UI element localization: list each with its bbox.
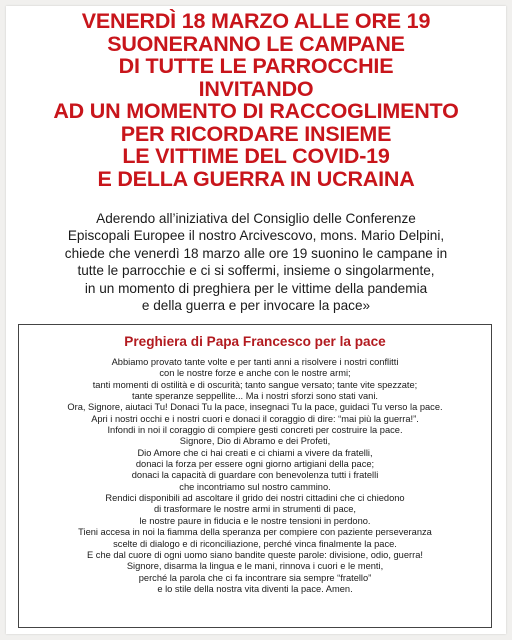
prayer-line: di trasformare le nostre armi in strumenti di pace,	[153, 504, 357, 515]
headline	[6, 10, 506, 190]
prayer-line: Signore, Dio di Abramo e dei Profeti,	[179, 436, 331, 447]
prayer-line: e lo stile della nostra vita diventi la pace. Amen.	[157, 583, 353, 594]
intro-line: e della guerra e per invocare la pace»	[141, 298, 371, 314]
prayer-line: donaci la capacità di guardare con benevolenza tutti i fratelli	[131, 470, 379, 481]
intro-line: in un momento di preghiera per le vittime della pandemia	[84, 280, 428, 296]
prayer-box	[18, 324, 492, 628]
prayer-line: che incontriamo sul nostro cammino.	[179, 481, 331, 492]
headline-line: PER RICORDARE INSIEME	[120, 121, 392, 146]
prayer-line: Infondi in noi il coraggio di compiere gesti concreti per costruire la pace.	[107, 425, 403, 436]
prayer-line: perché la parola che ci fa incontrare sia sempre “fratello”	[138, 572, 372, 583]
intro-paragraph	[6, 210, 506, 314]
prayer-line: tanti momenti di ostilità e di oscurità; tanto sangue versato; tante vite spezzate;	[92, 379, 418, 390]
prayer-body	[19, 357, 491, 595]
headline-line: DI TUTTE LE PARROCCHIE	[118, 54, 394, 78]
prayer-line: le nostre paure in fiducia e le nostre tensioni in perdono.	[139, 515, 371, 526]
headline-line: SUONERANNO LE CAMPANE	[107, 31, 405, 56]
prayer-line: donaci la forza per essere ogni giorno artigiani della pace;	[135, 459, 375, 470]
prayer-line: Apri i nostri occhi e i nostri cuori e donaci il coraggio di dire: “mai più la guerra!”.	[91, 413, 419, 424]
prayer-line: tante speranze seppellite... Ma i nostri sforzi sono stati vani.	[132, 391, 378, 402]
prayer-line: Abbiamo provato tante volte e per tanti anni a risolvere i nostri conflitti	[111, 357, 399, 367]
poster	[6, 6, 506, 634]
prayer-line: Rendici disponibili ad ascoltare il grido dei nostri cittadini che ci chiedono	[105, 493, 405, 504]
prayer-line: Tieni accesa in noi la fiamma della speranza per compiere con paziente perseveranza	[78, 527, 432, 538]
intro-line: Aderendo all’iniziativa del Consiglio delle Conferenze	[96, 211, 416, 226]
prayer-line: con le nostre forze e anche con le nostre armi;	[159, 368, 351, 379]
prayer-title: Preghiera di Papa Francesco per la pace	[124, 334, 386, 349]
headline-line: INVITANDO	[198, 76, 314, 101]
prayer-line: Dio Amore che ci hai creati e ci chiami a vivere da fratelli,	[137, 447, 373, 458]
prayer-line: Ora, Signore, aiutaci Tu! Donaci Tu la pace, insegnaci Tu la pace, guidaci Tu verso la pace.	[67, 402, 443, 413]
headline-line: AD UN MOMENTO DI RACCOGLIMENTO	[53, 99, 459, 123]
intro-line: Episcopali Europee il nostro Arcivescovo, mons. Mario Delpini,	[67, 228, 445, 244]
headline-line: E DELLA GUERRA IN UCRAINA	[97, 166, 415, 191]
headline-line: LE VITTIME DEL COVID-19	[122, 144, 390, 168]
prayer-line: scelte di dialogo e di riconciliazione, perché vinca finalmente la pace.	[113, 538, 397, 549]
intro-line: chiede che venerdì 18 marzo alle ore 19 suonino le campane in	[64, 245, 448, 261]
prayer-line: E che dal cuore di ogni uomo siano bandite queste parole: divisione, odio, guerra!	[87, 549, 423, 560]
prayer-line: Signore, disarma la lingua e le mani, rinnova i cuori e le menti,	[126, 561, 384, 572]
intro-line: tutte le parrocchie e ci si soffermi, insieme o singolarmente,	[77, 263, 435, 279]
headline-line: VENERDÌ 18 MARZO ALLE ORE 19	[81, 9, 431, 33]
